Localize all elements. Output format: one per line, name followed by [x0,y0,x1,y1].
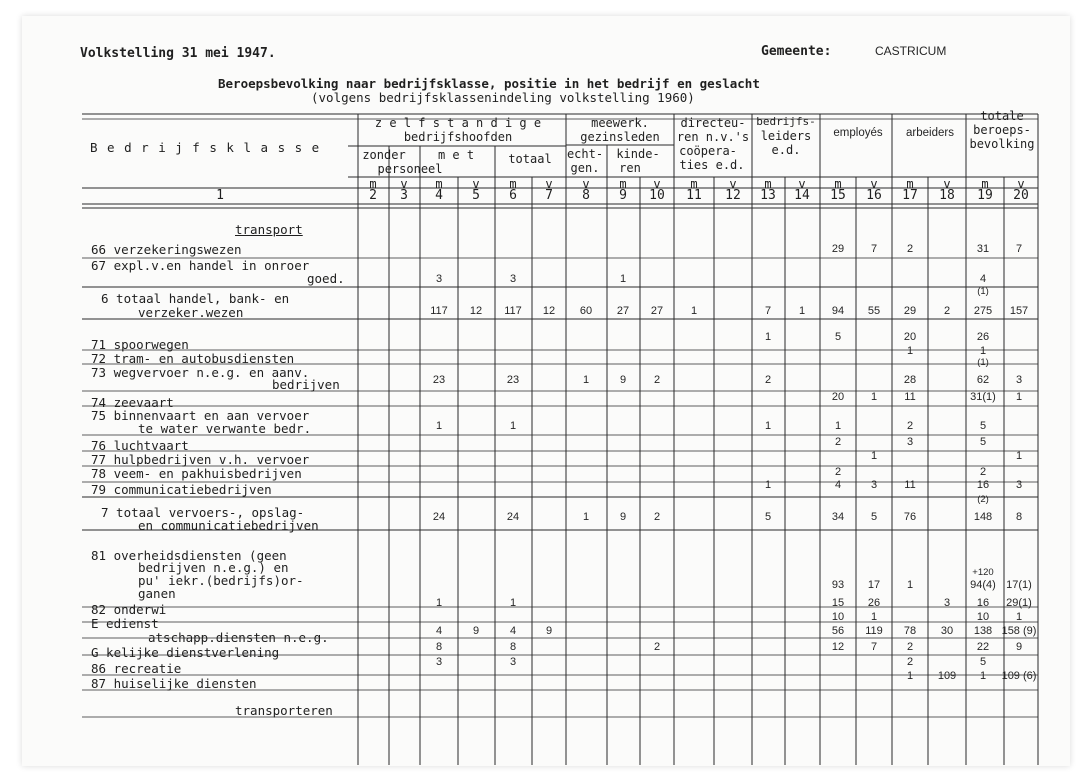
data-cell: 9 [1015,641,1023,653]
row-66: 66 verzekeringswezen [91,242,242,257]
data-cell: 1 [1015,450,1023,462]
column-number: 10 [649,188,665,203]
col-beroeps: beroeps- [973,123,1031,137]
data-cell: 1 [509,597,517,609]
sex-label: v [870,177,878,191]
row-7-cont: en communicatiebedrijven [138,518,319,533]
data-cell: 1 [619,273,627,285]
col-kinderen-2: ren [619,161,641,175]
column-number: 16 [866,188,882,203]
row-79: 79 communicatiebedrijven [91,482,272,497]
data-cell: 16 [976,479,990,491]
col-directeuren-3: coöpera- [679,144,737,158]
municipality-name: CASTRICUM [875,44,947,58]
data-cell: 3 [435,656,443,668]
row-81-cont1: bedrijven n.e.g.) en [138,560,289,575]
column-number: 18 [939,188,955,203]
data-cell: 2 [906,656,914,668]
data-cell: 148 [973,511,993,523]
data-cell: 5 [979,436,987,448]
col-zonder: zonder [362,148,406,162]
data-cell: 1 [435,420,443,432]
data-cell: 5 [870,511,878,523]
data-cell: 1 [906,579,914,591]
data-cell: 23 [506,374,520,386]
data-cell: 30 [940,625,954,637]
data-cell: 17 [867,579,881,591]
data-cell: 1 [906,670,914,682]
column-number: 17 [902,188,918,203]
row-75-cont: te water verwante bedr. [138,421,312,436]
row-85: G kelijke dienstverlening [91,645,280,660]
data-cell: 76 [903,511,917,523]
data-cell: 3 [509,273,517,285]
col-employes: employés [833,127,883,139]
row-transporteren: transporteren [235,703,333,718]
sex-label: m [435,177,443,191]
data-cell: 1 [979,670,987,682]
data-cell: 26 [976,331,990,343]
row-76: 76 luchtvaart [91,438,189,453]
data-cell: 1 [870,450,878,462]
column-number: 20 [1013,188,1029,203]
data-cell: 23 [432,374,446,386]
column-number: 15 [830,188,846,203]
data-cell: 2 [834,466,842,478]
data-cell: 9 [545,625,553,637]
row-81-cont3: ganen [138,586,176,601]
data-cell: 12 [542,305,556,317]
sex-label: m [369,177,377,191]
data-cell: 8 [509,641,517,653]
data-cell: 2 [906,420,914,432]
data-cell: 27 [616,305,630,317]
col-bedrijfsleiders-3: e.d. [771,143,801,157]
data-cell: 2 [906,243,914,255]
data-cell: 1 [582,374,590,386]
data-cell: 2 [764,374,772,386]
col-meewerk: meewerk. [591,116,649,130]
data-cell: 94 [831,305,845,317]
row-82: 82 onderwi [91,602,167,617]
data-cell: 1 [764,331,772,343]
data-cell: 3 [1015,479,1023,491]
data-cell: 28 [903,374,917,386]
data-cell: 1 [1015,611,1023,623]
row-7: 7 totaal vervoers-, opslag- [101,505,305,520]
data-cell: 3 [1015,374,1023,386]
data-cell: 2 [943,305,951,317]
data-cell: 8 [435,641,443,653]
col-bedrijfsklasse: B e d r i j f s k l a s s e [90,140,321,155]
row-74: 74 zeevaart [91,395,174,410]
data-cell: 62 [976,374,990,386]
col-echtgen-2: gen. [570,161,600,175]
data-cell: 2 [653,374,661,386]
table-subtitle: (volgens bedrijfsklassenindeling volkstelling 1960) [311,90,695,105]
census-date: Volkstelling 31 mei 1947. [80,46,276,61]
data-cell: 12 [831,641,845,653]
sex-label: v [472,177,480,191]
sex-label: v [653,177,661,191]
data-cell: 22 [976,641,990,653]
data-cell: 117 [504,305,522,317]
col-bedrijfsleiders-2: leiders [760,129,812,143]
column-number: 4 [435,188,443,203]
data-cell: 7 [870,243,878,255]
sex-label: v [1017,177,1025,191]
col-bedrijfshoofden: bedrijfshoofden [403,130,513,144]
col-arbeiders: arbeiders [906,127,954,139]
data-cell: 2 [979,466,987,478]
data-cell: 1 [906,345,914,357]
row-72: 72 tram- en autobusdiensten [91,351,295,366]
sex-label: m [619,177,627,191]
data-cell: 158 (9) [1001,625,1037,637]
column-number: 9 [619,188,627,203]
table-title: Beroepsbevolking naar bedrijfsklasse, positie in het bedrijf en geslacht [218,76,760,91]
col-directeuren-2: ren n.v.'s [676,130,750,144]
row-75: 75 binnenvaart en aan vervoer [91,408,310,423]
data-cell: 1 [834,420,842,432]
data-cell: 5 [979,420,987,432]
data-cell: 1 [870,611,878,623]
data-cell: +120 [972,567,994,578]
data-cell: 16 [976,597,990,609]
column-number: 11 [686,188,702,203]
row-84: atschapp.diensten n.e.g. [148,630,329,645]
column-number: 13 [760,188,776,203]
sex-label: v [729,177,737,191]
row-81-cont2: pu' iekr.(bedrijfs)or- [138,573,304,588]
data-cell: 138 [973,625,993,637]
sex-label: m [690,177,698,191]
data-cell: 1 [979,345,987,357]
column-number: 5 [472,188,480,203]
data-cell: 3 [943,597,951,609]
data-cell: 8 [1015,511,1023,523]
data-cell: 26 [867,597,881,609]
data-cell: 2 [653,511,661,523]
data-cell: 29(1) [1006,597,1032,609]
sex-label: m [509,177,517,191]
col-zelfstandige: z e l f s t a n d i g e [374,116,542,130]
data-cell: 109 (6) [1001,670,1037,682]
data-cell: 56 [831,625,845,637]
data-cell: 17(1) [1006,579,1032,591]
sex-label: m [981,177,989,191]
column-number: 3 [400,188,408,203]
data-cell: 7 [1015,243,1023,255]
data-cell: 157 [1009,305,1029,317]
row-71: 71 spoorwegen [91,337,189,352]
sex-label: v [798,177,806,191]
data-cell: 29 [903,305,917,317]
sex-label: v [545,177,553,191]
data-cell: 1 [798,305,806,317]
column-number: 14 [794,188,810,203]
column-number: 8 [582,188,590,203]
data-cell: 2 [653,641,661,653]
data-cell: 2 [834,436,842,448]
data-cell: 5 [764,511,772,523]
col-met: m e t [437,148,475,162]
municipality-label: Gemeente: [761,44,832,59]
data-cell: 117 [430,305,448,317]
data-cell: 119 [865,625,883,637]
data-cell: (2) [977,494,989,505]
data-cell: 3 [870,479,878,491]
row-73-cont: bedrijven [272,377,340,392]
col-totale: totale [980,109,1024,123]
data-cell: 10 [976,611,990,623]
data-cell: 27 [650,305,664,317]
row-transport: transport [235,222,303,237]
data-cell: 1 [582,511,590,523]
data-cell: 9 [619,511,627,523]
data-cell: 11 [904,479,916,491]
data-cell: 9 [472,625,480,637]
data-cell: 1 [1015,391,1023,403]
col-personeel: personeel [377,162,443,176]
data-cell: 1 [690,305,698,317]
data-cell: 12 [469,305,483,317]
data-cell: 3 [509,656,517,668]
row-83: E edienst [91,616,159,631]
data-cell: 1 [435,597,443,609]
col-echtgen: echt- [566,147,604,161]
data-cell: 60 [579,305,593,317]
data-cell: 7 [764,305,772,317]
row-67-cont: goed. [307,271,345,286]
data-cell: (1) [977,357,989,368]
row-86: 86 recreatie [91,661,182,676]
data-cell: 109 [937,670,957,682]
data-cell: 4 [979,273,987,285]
row-78: 78 veem- en pakhuisbedrijven [91,466,302,481]
column-number: 6 [509,188,517,203]
column-number: 7 [545,188,553,203]
sex-label: m [834,177,842,191]
data-cell: 29 [831,243,845,255]
data-cell: 55 [867,305,881,317]
sex-label: v [943,177,951,191]
row-73: 73 wegvervoer n.e.g. en aanv. [91,365,310,380]
data-cell: 20 [831,391,845,403]
data-cell: 10 [831,611,845,623]
data-cell: 11 [904,391,916,403]
data-cell: 31 [976,243,990,255]
column-number: 2 [369,188,377,203]
data-cell: 1 [870,391,878,403]
col-bedrijfsleiders: bedrijfs- [756,115,816,128]
row-67: 67 expl.v.en handel in onroer [91,258,310,273]
column-number: 1 [216,188,224,203]
data-cell: 275 [973,305,993,317]
data-cell: 7 [870,641,878,653]
data-cell: 20 [903,331,917,343]
data-cell: 1 [764,479,772,491]
data-cell: 5 [979,656,987,668]
data-cell: 94(4) [970,579,996,591]
column-number: 19 [977,188,993,203]
data-cell: 3 [435,273,443,285]
data-cell: 1 [509,420,517,432]
data-cell: (1) [977,286,989,297]
data-cell: 4 [509,625,517,637]
row-6: 6 totaal handel, bank- en [101,291,290,306]
data-cell: 3 [906,436,914,448]
column-number: 12 [725,188,741,203]
data-cell: 1 [764,420,772,432]
data-cell: 4 [435,625,443,637]
col-directeuren: directeu- [680,116,746,130]
data-cell: 24 [432,511,446,523]
row-77: 77 hulpbedrijven v.h. vervoer [91,452,310,467]
sex-label: m [906,177,914,191]
data-cell: 2 [906,641,914,653]
row-81: 81 overheidsdiensten (geen [91,548,287,563]
data-cell: 15 [831,597,845,609]
data-cell: 9 [619,374,627,386]
col-directeuren-4: ties e.d. [679,158,745,172]
data-cell: 5 [834,331,842,343]
data-cell: 24 [506,511,520,523]
sex-label: m [764,177,772,191]
col-totaal: totaal [508,152,552,166]
row-6-cont: verzeker.wezen [138,305,244,320]
col-kinderen: kinde- [616,147,660,161]
col-bevolking: bevolking [969,137,1035,151]
row-87: 87 huiselijke diensten [91,676,257,691]
sex-label: v [582,177,590,191]
data-cell: 31(1) [970,391,996,403]
col-gezinsleden: gezinsleden [580,130,660,144]
data-cell: 93 [831,579,845,591]
data-cell: 78 [903,625,917,637]
sex-label: v [400,177,408,191]
data-cell: 4 [834,479,842,491]
data-cell: 34 [831,511,845,523]
